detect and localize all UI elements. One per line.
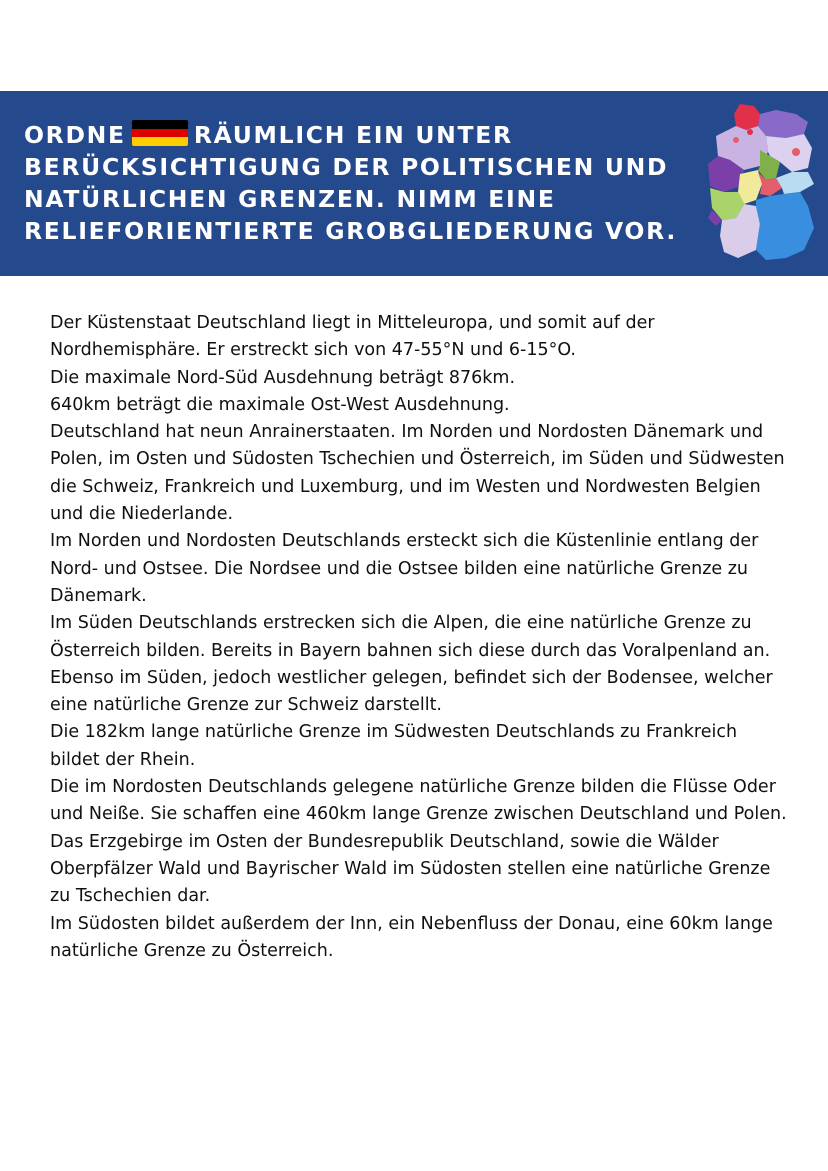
paragraph-bodensee: Ebenso im Süden, jedoch westlicher gelegen, befindet sich der Bodensee, welcher eine natürliche Grenze zur Schweiz darstellt. — [50, 667, 773, 716]
paragraph-oder-neisse: Die im Nordosten Deutschlands gelegene natürliche Grenze bilden die Flüsse Oder und Neiße. Sie schaffen eine 460km lange Grenze zwischen Deutschland und Polen. — [50, 777, 787, 825]
flag-stripe-gold — [132, 137, 188, 146]
body-text — [50, 310, 790, 965]
map-state-hamburg — [747, 129, 753, 135]
map-state-berlin — [792, 148, 800, 156]
paragraph-east-west-extent: 640km beträgt die maximale Ost-West Ausdehnung. — [50, 394, 510, 415]
title-part-1: ORDNE — [24, 121, 126, 149]
page-title — [24, 119, 704, 247]
map-state-mecklenburg-vorpommern — [758, 110, 808, 138]
paragraph-neighbours: Deutschland hat neun Anrainerstaaten. Im Norden und Nordosten Dänemark und Polen, im Osten und Südosten Tschechien und Österreich, im Süden und Südwesten die Schweiz, Frankreich und Luxemburg, und im Westen und Nordwesten Belgien und die Niederlande. — [50, 422, 785, 525]
flag-stripe-black — [132, 120, 188, 129]
paragraph-coastline: Im Norden und Nordosten Deutschlands ersteckt sich die Küstenlinie entlang der Nord- und Ostsee. Die Nordsee und die Ostsee bilden eine natürliche Grenze zu Dänemark. — [50, 531, 759, 606]
title-part-2: RÄUMLICH EIN UNTER BERÜCKSICHTIGUNG DER POLITISCHEN UND NATÜRLICHEN GRENZEN. NIMM EINE RELIEFORIENTIERTE GROBGLIEDERUNG VOR. — [24, 121, 677, 245]
germany-states-map-icon — [704, 100, 822, 266]
paragraph-rhein: Die 182km lange natürliche Grenze im Südwesten Deutschlands zu Frankreich bildet der Rhein. — [50, 722, 738, 770]
map-state-hessen — [738, 170, 762, 204]
paragraph-erzgebirge: Das Erzgebirge im Osten der Bundesrepublik Deutschland, sowie die Wälder Oberpfälzer Wald und Bayrischer Wald im Südosten stellen eine natürliche Grenze zu Tschechien dar. — [50, 831, 771, 907]
map-state-schleswig-holstein — [734, 104, 760, 130]
map-state-bayern — [756, 192, 814, 260]
map-state-sachsen — [776, 172, 814, 194]
paragraph-north-south-extent: Die maximale Nord-Süd Ausdehnung beträgt 876km. — [50, 367, 516, 388]
paragraph-alps: Im Süden Deutschlands erstrecken sich die Alpen, die eine natürliche Grenze zu Österreich bilden. Bereits in Bayern bahnen sich diese durch das Voralpenland an. — [50, 613, 771, 661]
paragraph-coordinates: Der Küstenstaat Deutschland liegt in Mitteleuropa, und somit auf der Nordhemisphäre. Er erstreckt sich von 47-55°N und 6-15°O. — [50, 313, 655, 361]
flag-stripe-red — [132, 129, 188, 138]
paragraph-inn: Im Südosten bildet außerdem der Inn, ein Nebenfluss der Donau, eine 60km lange natürliche Grenze zu Österreich. — [50, 913, 773, 961]
map-state-bremen — [733, 137, 739, 143]
germany-flag-icon — [132, 120, 188, 146]
